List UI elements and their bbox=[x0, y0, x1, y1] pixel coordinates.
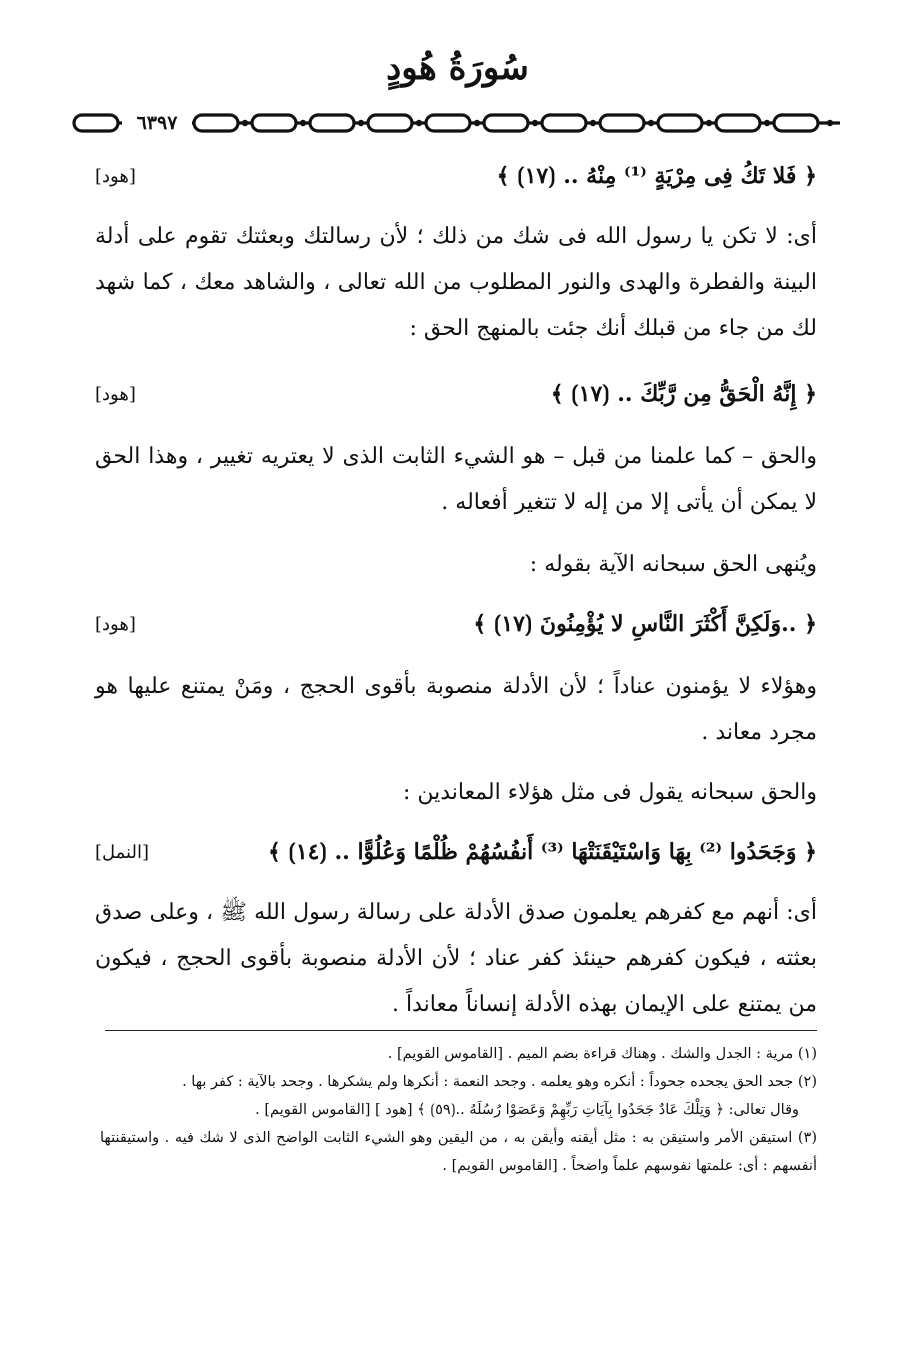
footnote-separator bbox=[105, 1030, 817, 1031]
verse-text: ﴿ إِنَّهُ الْحَقُّ مِن رَّبِّكَ .. ⟮١٧⟯ ﴾ bbox=[550, 381, 817, 407]
paragraph: وهؤلاء لا يؤمنون عناداً ؛ لأن الأدلة منصوبة بأقوى الحجج ، ومَنْ يمتنع عليها هو مجرد معاند . bbox=[95, 674, 817, 745]
paragraph: والحق سبحانه يقول فى مثل هؤلاء المعاندين : bbox=[402, 780, 817, 805]
quran-verse bbox=[95, 834, 817, 874]
paragraph: أى: أنهم مع كفرهم يعلمون صدق الأدلة على رسالة رسول الله ﷺ ، وعلى صدق بعثته ، فيكون كفرهم حينئذ كفر عناد ؛ لأن الأدلة منصوبة بأقوى الحجج ، فيكون من يمتنع على الإيمان بهذه الأدلة إنساناً معانداً . bbox=[95, 900, 817, 1017]
footnote: (٢) جحد الحق يجحده جحوداً : أنكره وهو يعلمه . وجحد النعمة : أنكرها ولم يشكرها . وجحد بالآية : كفر بها . bbox=[182, 1074, 817, 1090]
verse-reference: [النمل] bbox=[95, 842, 149, 863]
verse-reference: [هود] bbox=[95, 614, 136, 635]
footnote: (٣) استيقن الأمر واستيقن به : مثل أيقنه وأيقن به ، من اليقين وهو الشيء الثابت الواضح الذى لا شك فيه . واستيقنتها أنفسهم : أى: علمتها نفوسهم علماً واضحاً . [القاموس القويم] . bbox=[100, 1130, 817, 1174]
quran-verse bbox=[95, 158, 817, 198]
verse-text: ﴿ ..وَلَكِنَّ أَكْثَرَ النَّاسِ لا يُؤْمِنُونَ ⟮١٧⟯ ﴾ bbox=[473, 611, 817, 637]
quran-verse bbox=[95, 606, 817, 646]
verse-reference: [هود] bbox=[95, 166, 136, 187]
paragraph: ويُنهى الحق سبحانه الآية بقوله : bbox=[529, 552, 817, 577]
footnote: (١) مرية : الجدل والشك . وهناك قراءة بضم الميم . [القاموس القويم] . bbox=[387, 1046, 817, 1062]
paragraph: أى: لا تكن يا رسول الله فى شك من ذلك ؛ لأن رسالتك وبعثتك تقوم على أدلة البينة والفطرة والهدى والنور المطلوب من الله تعالى ، والشاهد معك ، كما شهد لك من جاء من قبلك أنك جئت بالمنهج الحق : bbox=[95, 224, 817, 341]
page-number: ٦٣٩٧ bbox=[122, 111, 192, 135]
quran-verse bbox=[95, 376, 817, 416]
verse-reference: [هود] bbox=[95, 384, 136, 405]
paragraph: والحق – كما علمنا من قبل – هو الشيء الثابت الذى لا يعتريه تغيير ، وهذا الحق لا يمكن أن يأتى إلا من إله لا تتغير أفعاله . bbox=[95, 444, 817, 515]
verse-text: ﴿ وَجَحَدُوا ⁽²⁾ بِهَا وَاسْتَيْقَنَتْهَا ⁽³⁾ أَنفُسُهُمْ ظُلْمًا وَعُلُوًّا .. ⟮١٤⟯ ﴾ bbox=[267, 839, 817, 865]
verse-text: ﴿ فَلا تَكُ فِى مِرْيَةٍ ⁽¹⁾ مِنْهُ .. ⟮١٧⟯ ﴾ bbox=[496, 163, 817, 189]
footnote: وقال تعالى: ﴿ وَتِلْكَ عَادٌ جَحَدُوا بِآيَاتِ رَبِّهِمْ وَعَصَوْا رُسُلَهُ ..⟮٥٩⟯ ﴾ [هود ] [القاموس القويم] . bbox=[255, 1102, 799, 1118]
footnotes bbox=[100, 1040, 817, 1180]
surah-title: سُورَةُ هُودٍ bbox=[386, 48, 529, 88]
